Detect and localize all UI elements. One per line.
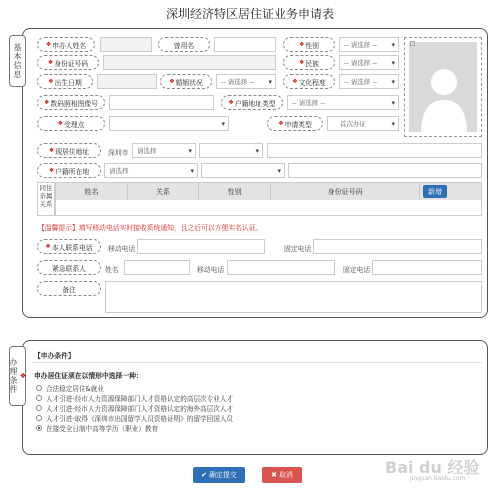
cohabitants-table-body bbox=[55, 200, 482, 216]
used-name-label: 曾用名 bbox=[158, 37, 210, 52]
hint-text: 【温馨提示】填写移动电话实时接收系统通知，且之后可以方便实名认证。 bbox=[38, 224, 263, 232]
conditions-tab: ❖ 办理条件 bbox=[9, 346, 26, 406]
condition-radio[interactable] bbox=[36, 415, 42, 421]
landline-input[interactable] bbox=[313, 239, 482, 254]
contact-name-label: 姓名 bbox=[105, 266, 119, 274]
applicant-name-label: ❖ 申办人姓名 bbox=[37, 37, 95, 52]
person-silhouette-icon bbox=[409, 42, 477, 132]
condition-option[interactable]: 人才引进-经市人力资源保障部门人才资格认定的海外高层次人才 bbox=[36, 403, 233, 413]
contact-mobile-input[interactable] bbox=[227, 260, 335, 275]
applicant-name-input[interactable] bbox=[100, 37, 152, 52]
photo-box[interactable] bbox=[404, 37, 482, 137]
conditions-question: 申办居住证须在以情形中选择一种： bbox=[34, 372, 143, 380]
mobile-input[interactable] bbox=[137, 239, 265, 254]
remarks-label: 备注 bbox=[37, 281, 101, 296]
birth-date-input[interactable] bbox=[97, 74, 157, 89]
hukou-province-select[interactable]: 请选择 ▾ bbox=[104, 163, 198, 178]
condition-option[interactable]: 合法稳定居住&就业 bbox=[36, 383, 233, 393]
cancel-button[interactable]: ✖ 取消 bbox=[262, 467, 302, 483]
condition-option[interactable]: 人才引进-经市人力资源保障部门人才资格认定的高层次专业人才 bbox=[36, 393, 233, 403]
conditions-tab-marker: ❖ bbox=[19, 371, 27, 381]
city-text: 深圳市 bbox=[108, 149, 129, 157]
hukou-location-label: ❖ 户籍所在地 bbox=[37, 163, 101, 178]
ethnicity-select[interactable]: -- 请选择 -- ▾ bbox=[339, 55, 399, 70]
accept-point-select[interactable] bbox=[109, 116, 229, 131]
th-relation: 关系 bbox=[128, 183, 200, 201]
hukou-city-select[interactable] bbox=[201, 163, 285, 178]
hukou-detail-input[interactable] bbox=[288, 163, 482, 178]
ethnicity-label: ❖ 民族 bbox=[283, 55, 335, 70]
contact-landline-input[interactable] bbox=[372, 260, 482, 275]
id-number-input[interactable] bbox=[103, 55, 276, 70]
gender-select[interactable]: -- 请选择 -- ▾ bbox=[339, 37, 399, 52]
th-name: 姓名 bbox=[56, 183, 128, 201]
condition-option[interactable]: 在接受全日制中高等学历（职业）教育 bbox=[36, 423, 233, 433]
check-icon: ✔ bbox=[201, 471, 207, 479]
phone-label: ❖ 本人联系电话 bbox=[37, 239, 101, 254]
contact-mobile-label: 移动电话 bbox=[197, 266, 225, 274]
contact-landline-label: 固定电话 bbox=[343, 266, 371, 274]
add-cohabitant-button[interactable]: 新增 bbox=[423, 185, 447, 198]
submit-button[interactable]: ✔ 确定提交 bbox=[193, 467, 245, 483]
street-select[interactable] bbox=[199, 143, 263, 158]
baidu-watermark-url: jingyan.baidu.com bbox=[410, 475, 466, 482]
photo-receipt-label: ❖ 数码照相图像号 bbox=[37, 95, 105, 110]
baidu-watermark: Bai du 经验 bbox=[385, 458, 480, 477]
conditions-heading: 【申办条件】 bbox=[34, 352, 75, 360]
education-select[interactable]: -- 请选择 -- ▾ bbox=[339, 74, 399, 89]
cohabitants-table-header bbox=[55, 182, 482, 200]
emergency-contact-label: 紧急联系人 bbox=[37, 260, 101, 275]
mobile-label: 移动电话 bbox=[108, 245, 136, 253]
close-icon: ✖ bbox=[271, 471, 277, 479]
photo-receipt-input[interactable] bbox=[109, 95, 214, 110]
landline-label: 固定电话 bbox=[284, 245, 312, 253]
contact-name-input[interactable] bbox=[124, 260, 190, 275]
avatar bbox=[409, 42, 477, 132]
district-select[interactable]: 请选择 ▾ bbox=[132, 143, 196, 158]
birth-date-label: ❖ 出生日期 bbox=[37, 74, 93, 89]
condition-radio[interactable] bbox=[36, 395, 42, 401]
condition-option[interactable]: 人才引进-取得《深圳市出国留学人员资格证明》的留学回国人员 bbox=[36, 413, 233, 423]
accept-point-label: ❖ 受理点 bbox=[37, 116, 105, 131]
current-address-label: ❖ 现居住地址 bbox=[37, 143, 101, 158]
apply-type-select[interactable]: 首次办证 ▾ bbox=[327, 116, 399, 131]
condition-radio-checked[interactable] bbox=[36, 425, 42, 431]
broken-image-icon bbox=[410, 41, 415, 46]
conditions-divider bbox=[32, 362, 482, 363]
hukou-address-type-label: ❖ 户籍地址类型 bbox=[221, 95, 283, 110]
marital-status-select[interactable]: -- 请选择 -- ▾ bbox=[216, 74, 276, 89]
basic-info-tab: 基本信息 bbox=[9, 35, 26, 87]
remarks-textarea[interactable] bbox=[105, 281, 482, 313]
used-name-input[interactable] bbox=[214, 37, 276, 52]
gender-label: ❖ 性别 bbox=[283, 37, 335, 52]
condition-radio[interactable] bbox=[36, 405, 42, 411]
condition-radio[interactable] bbox=[36, 385, 42, 391]
th-id-number: 身份证号码 bbox=[271, 183, 420, 201]
address-detail-input[interactable] bbox=[267, 143, 482, 158]
apply-type-label: ❖ 申请类型 bbox=[267, 116, 323, 131]
th-gender: 性别 bbox=[199, 183, 271, 201]
conditions-list bbox=[36, 383, 233, 433]
cohabitants-label: 同住亲属关系 bbox=[37, 182, 55, 216]
page-title: 深圳经济特区居住证业务申请表 bbox=[165, 7, 334, 21]
marital-status-label: ❖ 婚姻状况 bbox=[160, 74, 212, 89]
education-label: ❖ 文化程度 bbox=[283, 74, 335, 89]
id-number-label: ❖ 身份证号码 bbox=[37, 55, 99, 70]
hukou-address-type-select[interactable]: -- 请选择 -- ▾ bbox=[287, 95, 399, 110]
